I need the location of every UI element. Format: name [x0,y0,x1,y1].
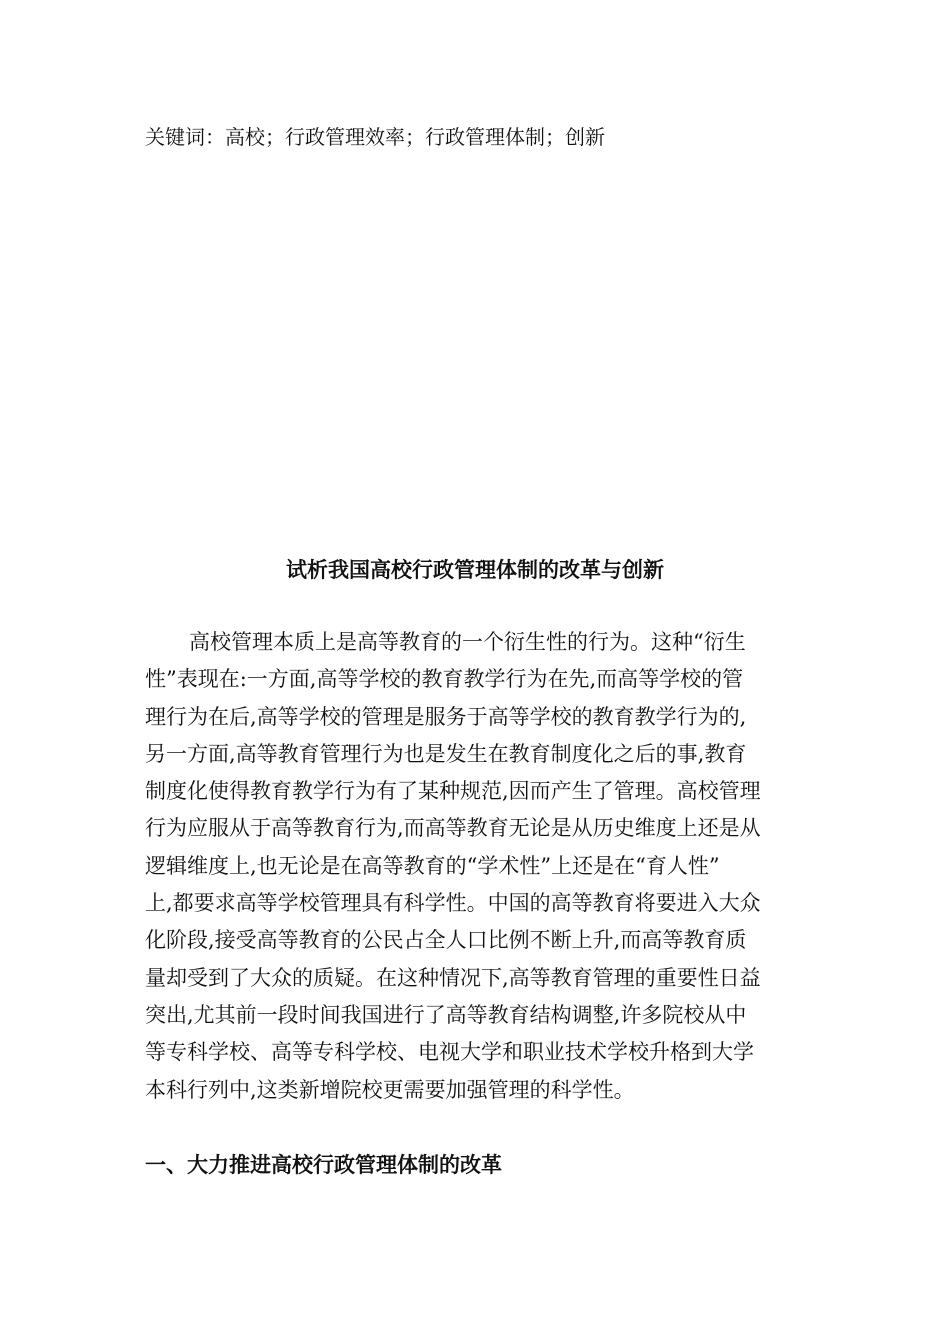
paragraph-line: 理行为在后,高等学校的管理是服务于高等学校的教育教学行为的, [145,704,747,729]
paragraph-line: 突出,尤其前一段时间我国进行了高等教育结构调整,许多院校从中 [145,1002,747,1027]
paragraph-line: 化阶段,接受高等教育的公民占全人口比例不断上升,而高等教育质 [145,928,747,953]
paragraph-line: 逻辑维度上,也无论是在高等教育的“学术性”上还是在“育人性” [145,853,720,878]
section-heading: 一、大力推进高校行政管理体制的改革 [145,1152,502,1177]
paragraph-line: 高校管理本质上是高等教育的一个衍生性的行为。这种“衍生 [189,630,746,654]
paragraph-line: 行为应服从于高等教育行为,而高等教育无论是从历史维度上还是从 [145,816,761,841]
paragraph-line: 上,都要求高等学校管理具有科学性。中国的高等教育将要进入大众 [145,891,761,916]
keywords-line: 关键词：高校；行政管理效率；行政管理体制；创新 [145,125,605,149]
paragraph-line: 本科行列中,这类新增院校更需要加强管理的科学性。 [145,1077,635,1102]
paragraph-line: 制度化使得教育教学行为有了某种规范,因而产生了管理。高校管理 [145,779,761,804]
paragraph-line: 另一方面,高等教育管理行为也是发生在教育制度化之后的事,教育 [145,741,747,766]
paragraph-line: 量却受到了大众的质疑。在这种情况下,高等教育管理的重要性日益 [145,965,761,990]
article-title: 试析我国高校行政管理体制的改革与创新 [286,557,664,582]
intro-paragraph [145,624,805,1109]
paragraph-line: 性”表现在:一方面,高等学校的教育教学行为在先,而高等学校的管 [145,667,744,692]
paragraph-line: 等专科学校、高等专科学校、电视大学和职业技术学校升格到大学 [145,1040,754,1065]
